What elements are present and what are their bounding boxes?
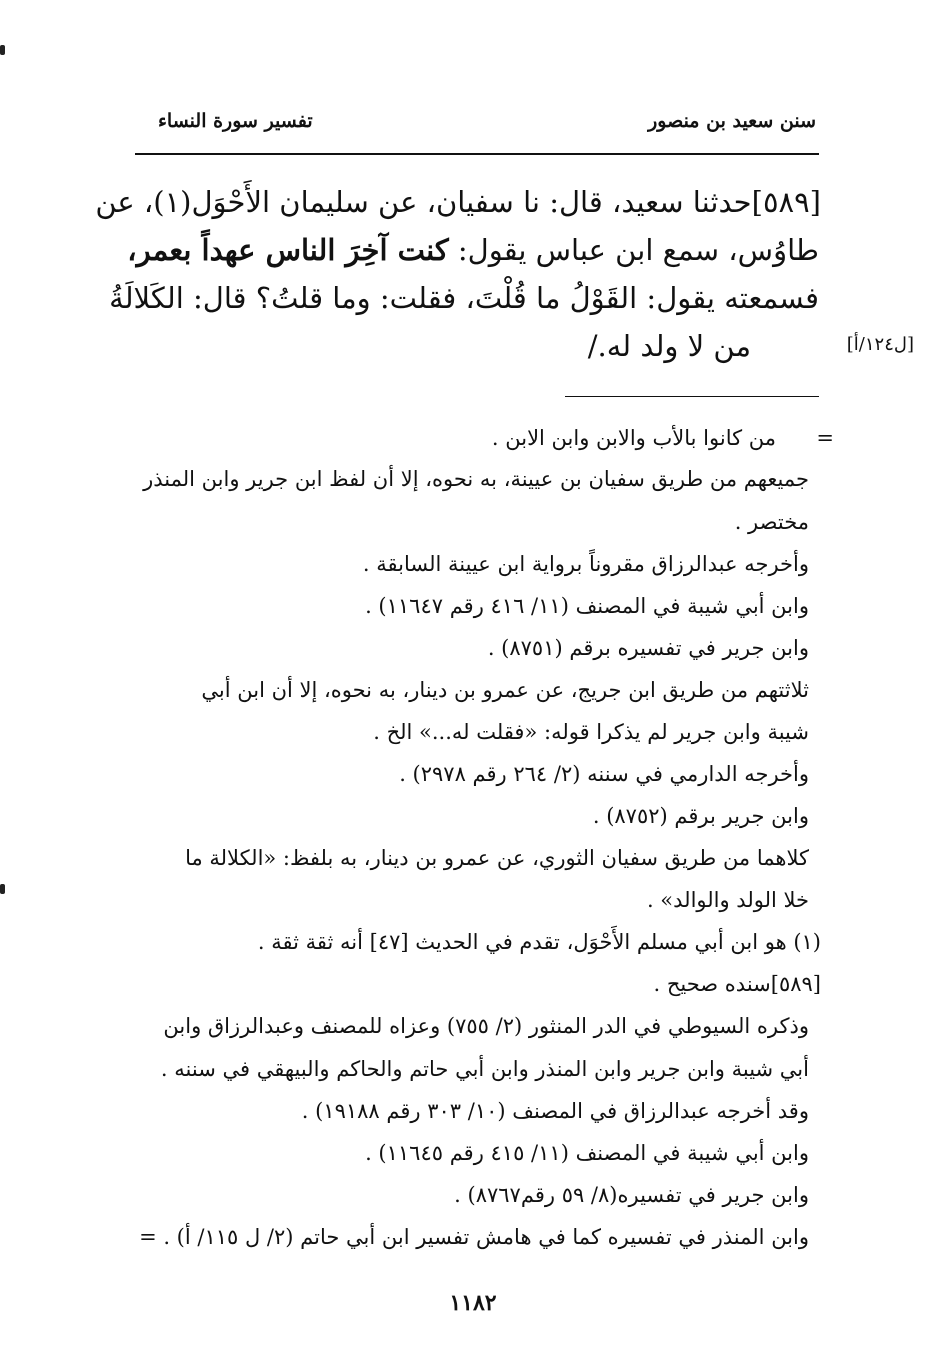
footnote-line: وقد أخرجه عبدالرزاق في المصنف (١٠/ ٣٠٣ رقم ١٩١٨٨) . [301,1099,809,1123]
footnote-line: وابن جرير برقم (٨٧٥٢) . [592,804,809,828]
footnote-line: وابن أبي شيبة في المصنف (١١/ ٤١٥ رقم ١١٦٤٥) . [365,1141,809,1165]
header-book-title: سنن سعيد بن منصور [648,110,816,132]
binding-mark-middle [0,884,5,894]
footnote-1: (١) هو ابن أبي مسلم الأَحْوَل، تقدم في الحديث [٤٧] أنه ثقة ثقة . [257,930,821,954]
footnote-589 [653,972,821,996]
page-number: ١١٨٢ [449,1290,497,1316]
hadith-line-2 [127,233,819,267]
hadith-line-3: فسمعته يقول: القَوْلُ ما قُلْتَ، فقلت: وما قلتُ؟ قال: الكَلالَةُ [109,281,819,315]
footnote-line: وذكره السيوطي في الدر المنثور (٢/ ٧٥٥) وعزاه للمصنف وعبدالرزاق وابن [163,1014,809,1038]
footnote-line: وابن جرير في تفسيره برقم (٨٧٥١) . [487,636,809,660]
footnote-line: كلاهما من طريق سفيان الثوري، عن عمرو بن دينار، به بلفظ: «الكلالة ما [185,846,809,870]
footnote-line: وأخرجه الدارمي في سننه (٢/ ٢٦٤ رقم ٢٩٧٨) . [399,762,809,786]
footnote-589-label: [٥٨٩] [770,972,821,996]
binding-mark-top [0,45,5,55]
footnote-line: شيبة وابن جرير لم يذكرا قوله: «فقلت له...» الخ . [373,720,809,744]
footnote-line: جميعهم من طريق سفيان بن عيينة، به نحوه، إلا أن لفظ ابن جرير وابن المنذر [143,467,809,491]
hadith-text-1: حدثنا سعيد، قال: نا سفيان، عن سليمان الأَحْوَل(١)، عن [95,185,752,219]
footnote-line: وابن جرير في تفسيره(٨/ ٥٩ رقم٨٧٦٧) . [454,1183,809,1207]
footnote-line: خلا الولد والوالد» . [646,888,809,912]
header-chapter-title: تفسير سورة النساء [158,110,313,132]
footnote-line: وأخرجه عبدالرزاق مقروناً برواية ابن عيينة السابقة . [362,552,809,576]
footnote-589-text: سنده صحيح . [653,972,771,996]
margin-manuscript-note: [ل١٢٤/أ] [846,334,914,355]
continuation-mark: = [816,426,834,450]
hadith-line-4: من لا ولد له./ [587,329,751,363]
footnote-separator [565,396,819,397]
footnote-line: وابن أبي شيبة في المصنف (١١/ ٤١٦ رقم ١١٦٤٧) . [365,594,809,618]
footnote-line: أبي شيبة وابن جرير وابن المنذر وابن أبي حاتم والحاكم والبيهقي في سننه . [160,1057,809,1081]
footnote-line: ثلاثتهم من طريق ابن جريج، عن عمرو بن دينار، به نحوه، إلا أن ابن أبي [201,678,809,702]
hadith-number: [٥٨٩] [751,185,821,219]
hadith-text-2-bold: كنت آخِرَ الناس عهداً بعمر، [127,233,449,267]
footnote-line: من كانوا بالأب والابن وابن الابن . [491,426,776,450]
footnote-line: مختصر . [734,510,809,534]
hadith-text-2: طاوُس، سمع ابن عباس يقول: [448,233,819,267]
hadith-line-1 [95,185,821,219]
footnote-line: وابن المنذر في تفسيره كما في هامش تفسير ابن أبي حاتم (٢/ ل ١١٥/ أ) . = [139,1225,809,1249]
header-rule [135,153,819,155]
